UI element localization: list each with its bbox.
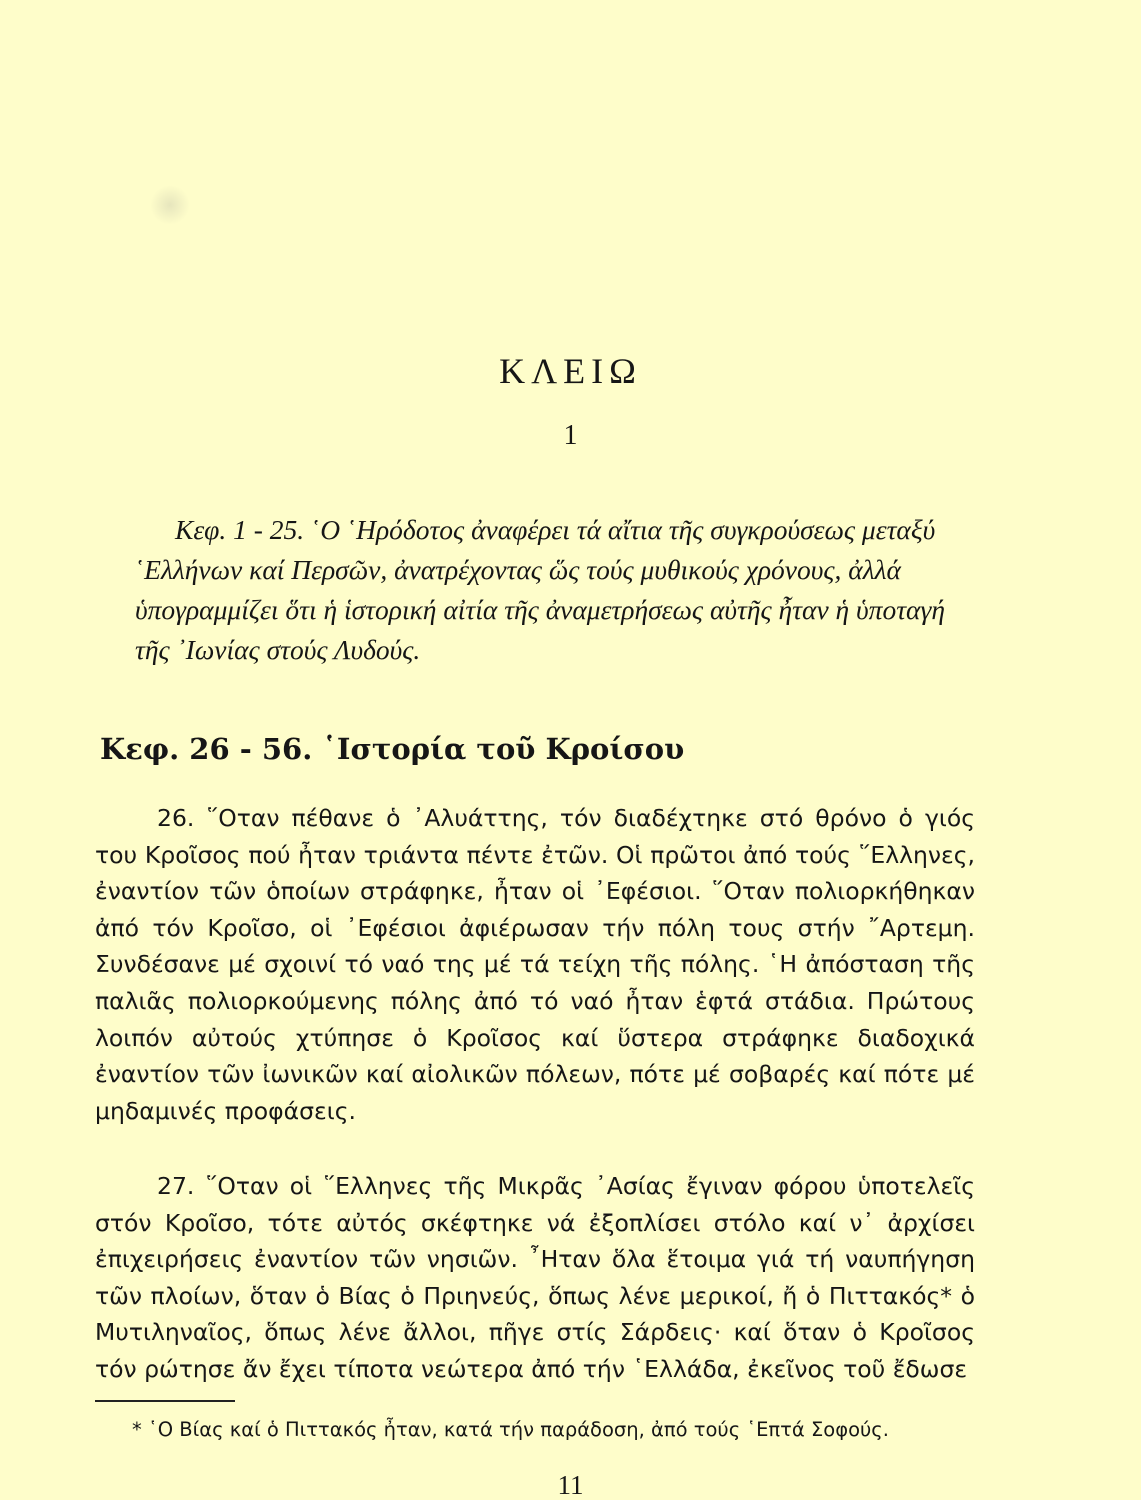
paragraph-27: 27. ῞Οταν οἱ ῞Ελληνες τῆς Μικρᾶς ᾿Ασίας ἔγιναν φόρου ὑποτελεῖς στόν Κροῖσο, τότε αὐτός σκέφτηκε νά ἐξοπλίσει στόλο καί ν᾿ ἀρχίσει ἐπιχειρήσεις ἐναντίον τῶν νησιῶν. ῏Ηταν ὅλα ἕτοιμα γιά τή ναυπήγηση τῶν πλοίων, ὅταν ὁ Βίας ὁ Πριηνεύς, ὅπως λένε μερικοί, ἤ ὁ Πιττακός* ὁ Μυτιληναῖος, ὅπως λένε ἄλλοι, πῆγε στίς Σάρδεις· καί ὅταν ὁ Κροῖσος τόν ρώτησε ἄν ἔχει τίποτα νεώτερα ἀπό τήν ῾Ελλάδα, ἐκεῖνος τοῦ ἔδωσε — [95, 1172, 975, 1383]
chapter-summary: Κεφ. 1 - 25. ῾Ο ῾Ηρόδοτος ἀναφέρει τά αἴτια τῆς συγκρούσεως μεταξύ ῾Ελλήνων καί Περσῶν, ἀνατρέχοντας ὥς τούς μυθικούς χρόνους, ἀλλά ὑπογραμμίζει ὅτι ἡ ἱστορική αἰτία τῆς ἀναμετρήσεως αὐτῆς ἦταν ἡ ὑποταγή τῆς ᾿Ιωνίας στούς Λυδούς. — [135, 514, 945, 665]
paper-smudge — [150, 185, 190, 225]
chapter-heading: Κεφ. 26 - 56. ῾Ιστορία τοῦ Κροίσου — [100, 732, 685, 766]
page-number: 11 — [557, 1470, 584, 1500]
paragraph-26: 26. ῞Οταν πέθανε ὁ ᾿Αλυάττης, τόν διαδέχτηκε στό θρόνο ὁ γιός του Κροῖσος πού ἦταν τριάντα πέντε ἐτῶν. Οἱ πρῶτοι ἀπό τούς ῞Ελληνες, ἐναντίον τῶν ὁποίων στράφηκε, ἦταν οἱ ᾿Εφέσιοι. ῞Οταν πολιορκήθηκαν ἀπό τόν Κροῖσο, οἱ ᾿Εφέσιοι ἀφιέρωσαν τήν πόλη τους στήν ῎Αρτεμη. Συνδέσανε μέ σχοινί τό ναό της μέ τά τείχη τῆς πόλης. ῾Η ἀπόσταση τῆς παλιᾶς πολιορκούμενης πόλης ἀπό τό ναό ἦταν ἑφτά στάδια. Πρώτους λοιπόν αὐτούς χτύπησε ὁ Κροῖσος καί ὕστερα στράφηκε διαδοχικά ἐναντίον τῶν ἰωνικῶν καί αἰολικῶν πόλεων, πότε μέ σοβαρές καί πότε μέ μηδαμινές προφάσεις. — [95, 804, 975, 1125]
footnote-divider — [95, 1400, 235, 1402]
footnote: * ῾Ο Βίας καί ὁ Πιττακός ἦταν, κατά τήν παράδοση, ἀπό τούς ῾Επτά Σοφούς. — [132, 1418, 889, 1441]
book-title: ΚΛΕΙΩ — [499, 351, 642, 391]
book-number: 1 — [563, 420, 578, 451]
